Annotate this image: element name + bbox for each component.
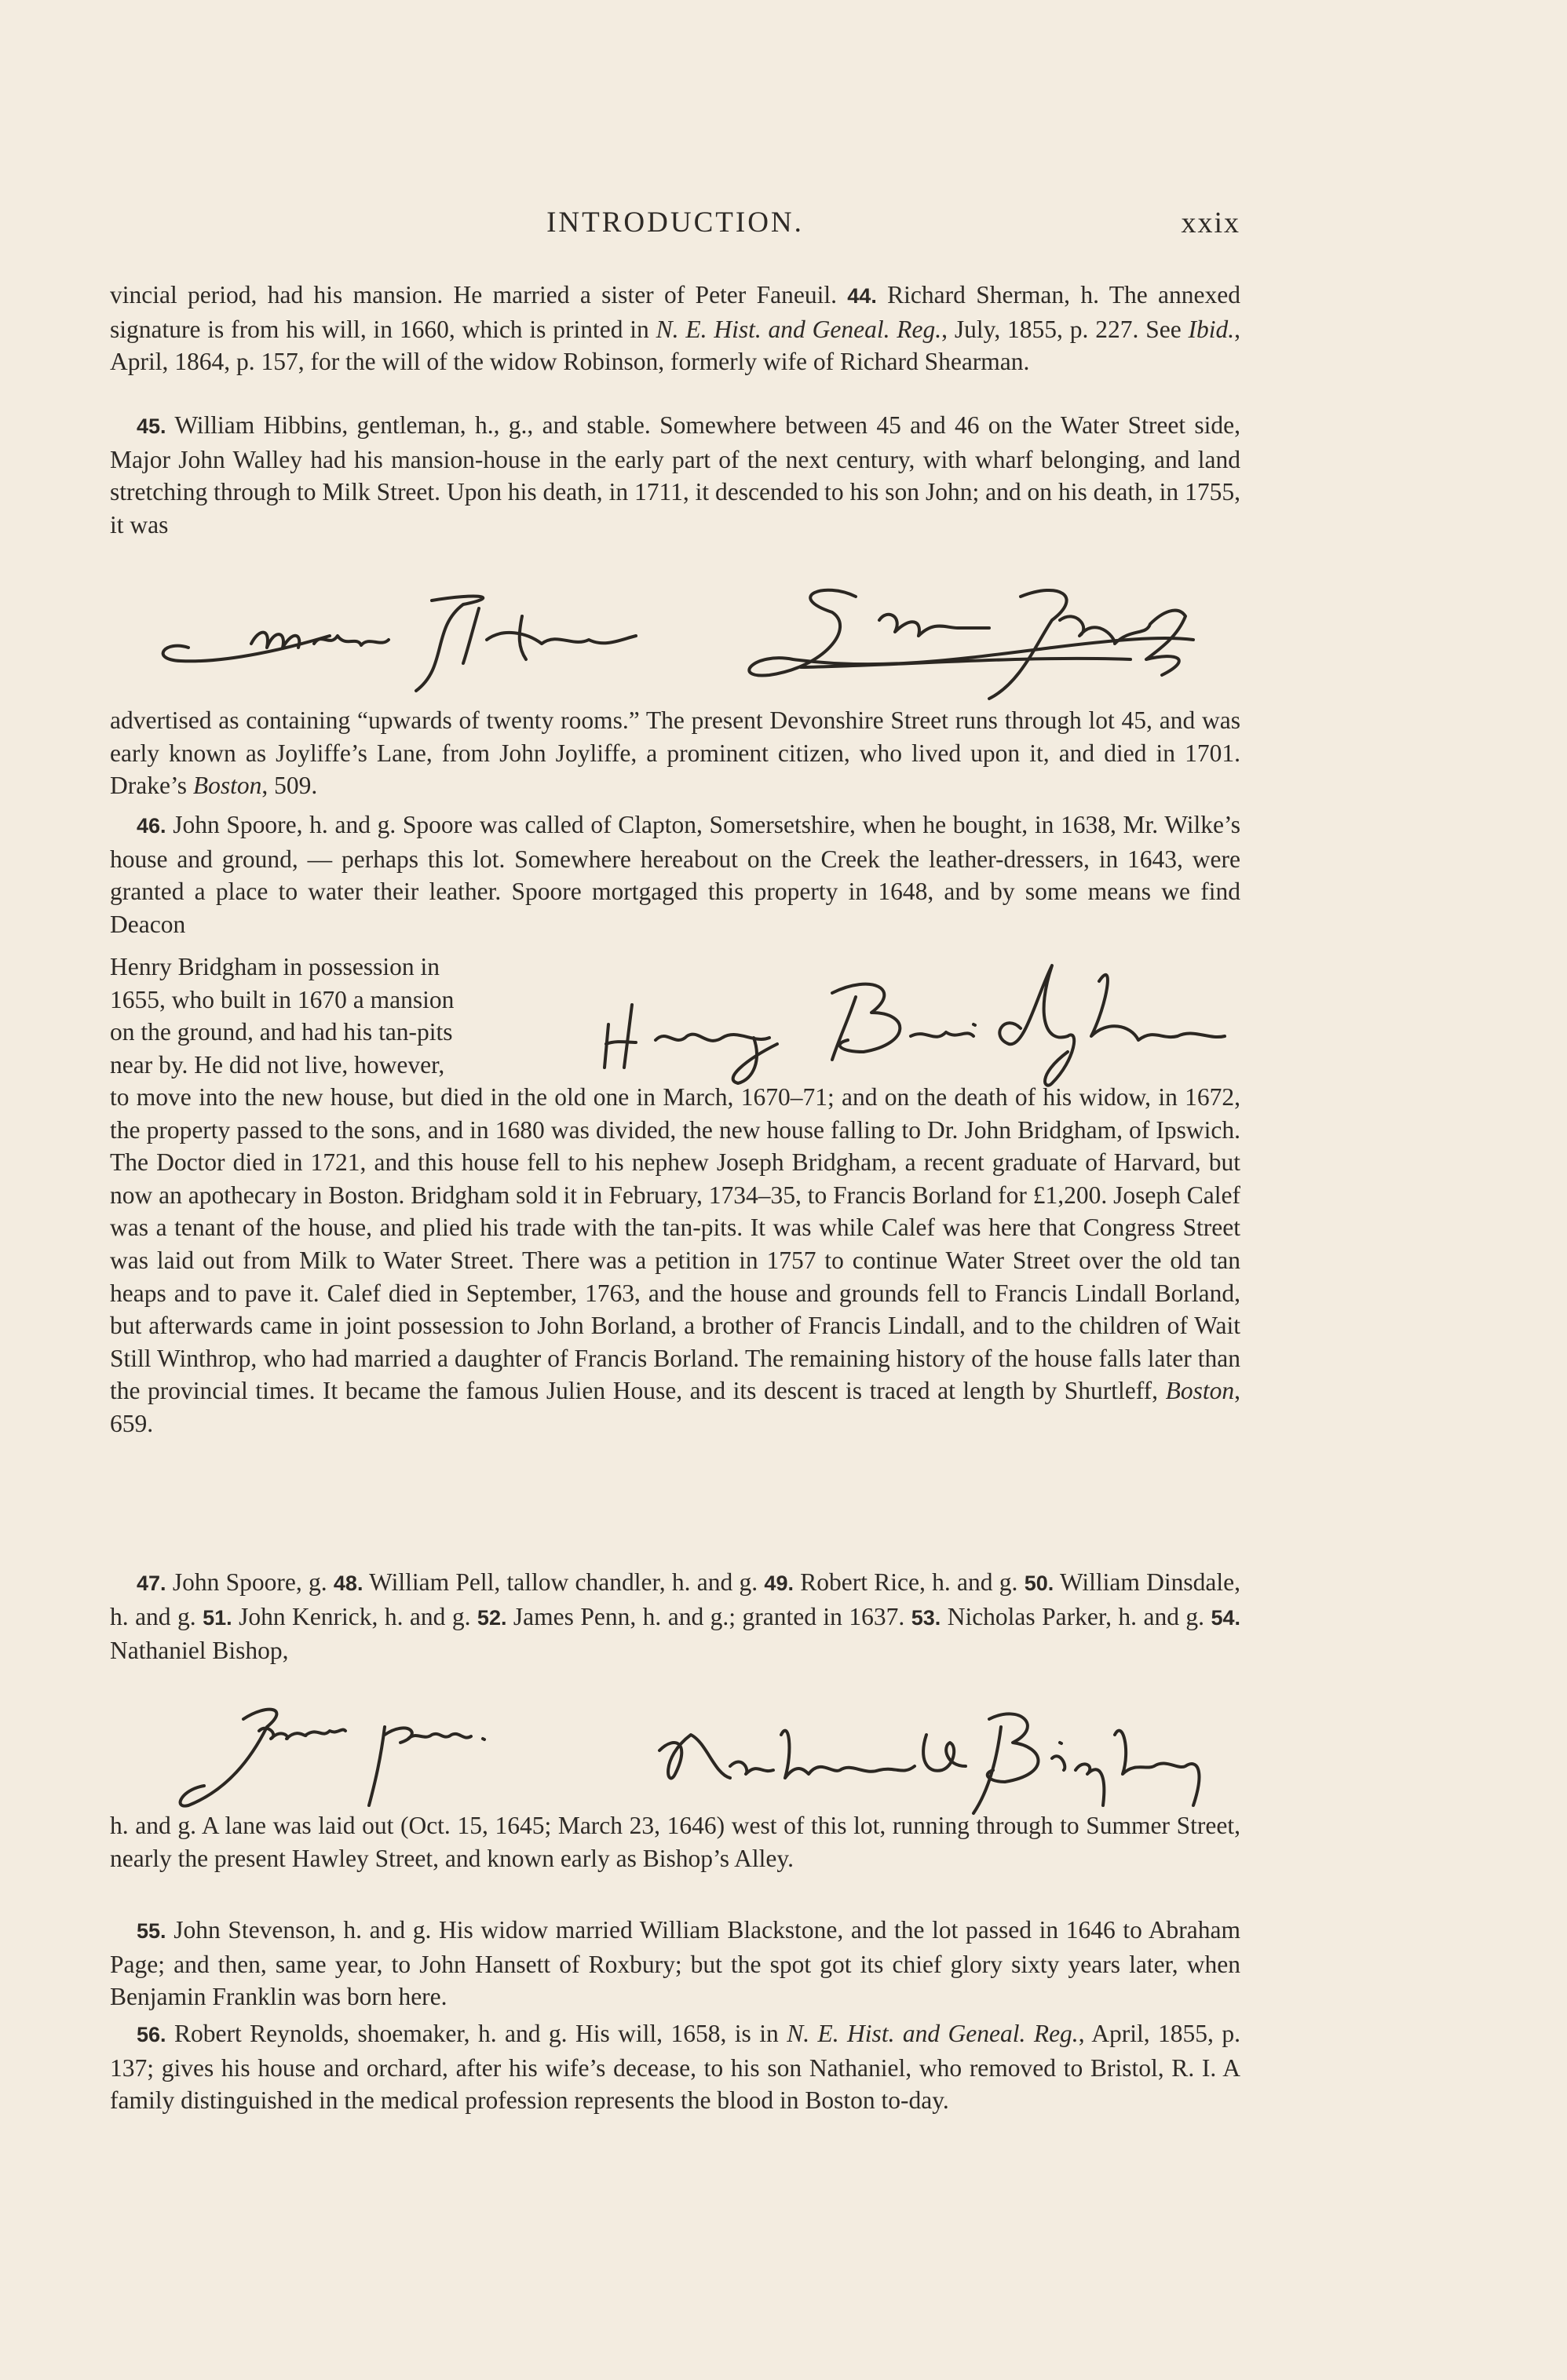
text: , 509. xyxy=(261,772,318,800)
paragraph-46-continued xyxy=(110,1081,1240,1440)
lot-number-54: 54. xyxy=(1211,1605,1241,1630)
text: , April, 1864, p. 157, for the will of the widow Robinson, formerly wife of Richard Shearman. xyxy=(110,315,1241,376)
text: William Dinsdale, h. and g. xyxy=(110,1568,1241,1630)
text-line: 1655, who built in 1670 a mansion xyxy=(110,985,455,1013)
signature-nathaniel-bishop xyxy=(644,1703,1209,1821)
text: Robert Reynolds, shoemaker, h. and g. His will, 1658, is in xyxy=(174,2020,779,2047)
citation-ibid: Ibid. xyxy=(1188,315,1235,343)
signature-james-penn xyxy=(173,1696,502,1813)
page-header xyxy=(110,206,1240,245)
paragraph-45 xyxy=(110,409,1240,541)
text: advertised as containing “upwards of twenty rooms.” The present Devonshire Street runs through lot 45, and was early known as Joyliffe’s Lane, from John Joyliffe, a prominent citizen, who lived upon it, and died in 1701. Drake’s xyxy=(110,706,1240,800)
signature-henry-bridgham xyxy=(597,950,1240,1091)
text: William Hibbins, gentleman, h., g., and stable. Somewhere between 45 and 46 on the Water Street side, Major John Walley had his mansion-house in the early part of the next century, with wharf belonging, and land stretching through to Milk Street. Upon his death, in 1711, it descended to his son John; and on his death, in 1755, it was xyxy=(110,411,1241,538)
page-number: xxix xyxy=(1181,206,1240,239)
paragraph-45-continued xyxy=(110,704,1240,802)
lot-number-44: 44. xyxy=(847,284,877,308)
lot-number-51: 51. xyxy=(203,1605,232,1630)
running-head: INTRODUCTION. xyxy=(546,206,804,239)
lot-number-56: 56. xyxy=(137,2023,166,2046)
text: Nathaniel Bishop, xyxy=(110,1637,289,1665)
text: to move into the new house, but died in the old one in March, 1670–71; and on the death of his widow, in 1672, the property passed to the sons, and in 1680 was divided, the new house falling to Dr. John Bridgham, of Ipswich. The Doctor died in 1721, and this house fell to his nephew Joseph Bridgham, a recent graduate of Harvard, but now an apothecary in Boston. Bridgham sold it in February, 1734–35, to Francis Borland for £1,200. Joseph Calef was a tenant of the house, and plied his trade with the tan-pits. It was while Calef was here that Congress Street was laid out from Milk to Water Street. There was a petition in 1757 to continue Water Street over the old tan heaps and to pave it. Calef died in September, 1763, and the house and grounds fell to Francis Lindall Borland, but afterwards came in joint possession to John Borland, a brother of Francis Lindall, and to the children of Wait Still Winthrop, who had married a daughter of Francis Borland. The remaining history of the house falls later than the provincial times. It became the famous Julien House, and its descent is traced at length by Shurtleff, xyxy=(110,1083,1240,1405)
text: , July, 1855, p. 227. See xyxy=(941,315,1182,343)
text: John Spoore, g. xyxy=(172,1568,327,1596)
text: John Stevenson, h. and g. His widow married William Blackstone, and the lot passed in 1646 to Abraham Page; and then, same year, to John Hansett of Roxbury; but the spot got its chief glory sixty years later, when Benjamin Franklin was born here. xyxy=(110,1916,1240,2011)
text: vincial period, had his mansion. He married a sister of Peter Faneuil. xyxy=(110,281,837,308)
text: Robert Rice, h. and g. xyxy=(800,1568,1018,1596)
text: John Spoore, h. and g. Spoore was called of Clapton, Somersetshire, when he bought, in 1638, Mr. Wilke’s house and ground, — perhaps this lot. Somewhere hereabout on the Creek the leather-dressers, in 1643, were granted a place to water their leather. Spoore mortgaged this property in 1648, and by some means we find Deacon xyxy=(110,811,1240,938)
paragraph-56 xyxy=(110,2017,1240,2117)
signature-william-hibbins xyxy=(133,573,652,691)
text: Nicholas Parker, h. and g. xyxy=(947,1602,1205,1630)
lot-number-55: 55. xyxy=(137,1919,166,1943)
paragraph-44 xyxy=(110,279,1240,378)
lot-number-48: 48. xyxy=(333,1571,363,1595)
text-line: on the ground, and had his tan-pits xyxy=(110,1018,453,1046)
text: h. and g. A lane was laid out (Oct. 15, 1645; March 23, 1646) west of this lot, running through to Summer Street, nearly the present Hawley Street, and known early as Bishop’s Alley. xyxy=(110,1812,1240,1872)
citation-title: N. E. Hist. and Geneal. Reg. xyxy=(656,315,942,343)
lot-number-50: 50. xyxy=(1024,1571,1054,1595)
paragraph-46 xyxy=(110,809,1240,940)
lot-number-47: 47. xyxy=(137,1571,166,1595)
lot-number-49: 49. xyxy=(764,1571,794,1595)
lot-number-52: 52. xyxy=(477,1605,507,1630)
text: James Penn, h. and g.; granted in 1637. xyxy=(513,1602,905,1630)
text: William Pell, tallow chandler, h. and g. xyxy=(369,1568,758,1596)
citation-title: N. E. Hist. and Geneal. Reg. xyxy=(787,2020,1079,2047)
text: John Kenrick, h. and g. xyxy=(239,1602,471,1630)
text: , April, 1855, p. 137; gives his house and orchard, after his wife’s decease, to his son Nathaniel, who removed to Bristol, R. I. A family distinguished in the medical profession represents the blood in Boston to-day. xyxy=(110,2020,1240,2115)
citation-boston: Boston xyxy=(192,772,262,800)
paragraph-55 xyxy=(110,1914,1240,2013)
lot-number-53: 53. xyxy=(911,1605,941,1630)
lot-number-46: 46. xyxy=(137,814,166,838)
text: Richard Sherman, h. The annexed signature is from his will, in 1660, which is printed in xyxy=(110,281,1240,343)
paragraph-47-54 xyxy=(110,1566,1240,1667)
lot-number-45: 45. xyxy=(137,414,166,438)
text-line: Henry Bridgham in possession in xyxy=(110,953,440,980)
citation-boston: Boston xyxy=(1165,1377,1235,1405)
paragraph-54-continued xyxy=(110,1809,1240,1874)
paragraph-46-wrap xyxy=(110,951,581,1081)
text: , 659. xyxy=(110,1377,1241,1437)
text-line: near by. He did not live, however, xyxy=(110,1050,445,1079)
signature-john-joyliffe xyxy=(722,573,1209,706)
